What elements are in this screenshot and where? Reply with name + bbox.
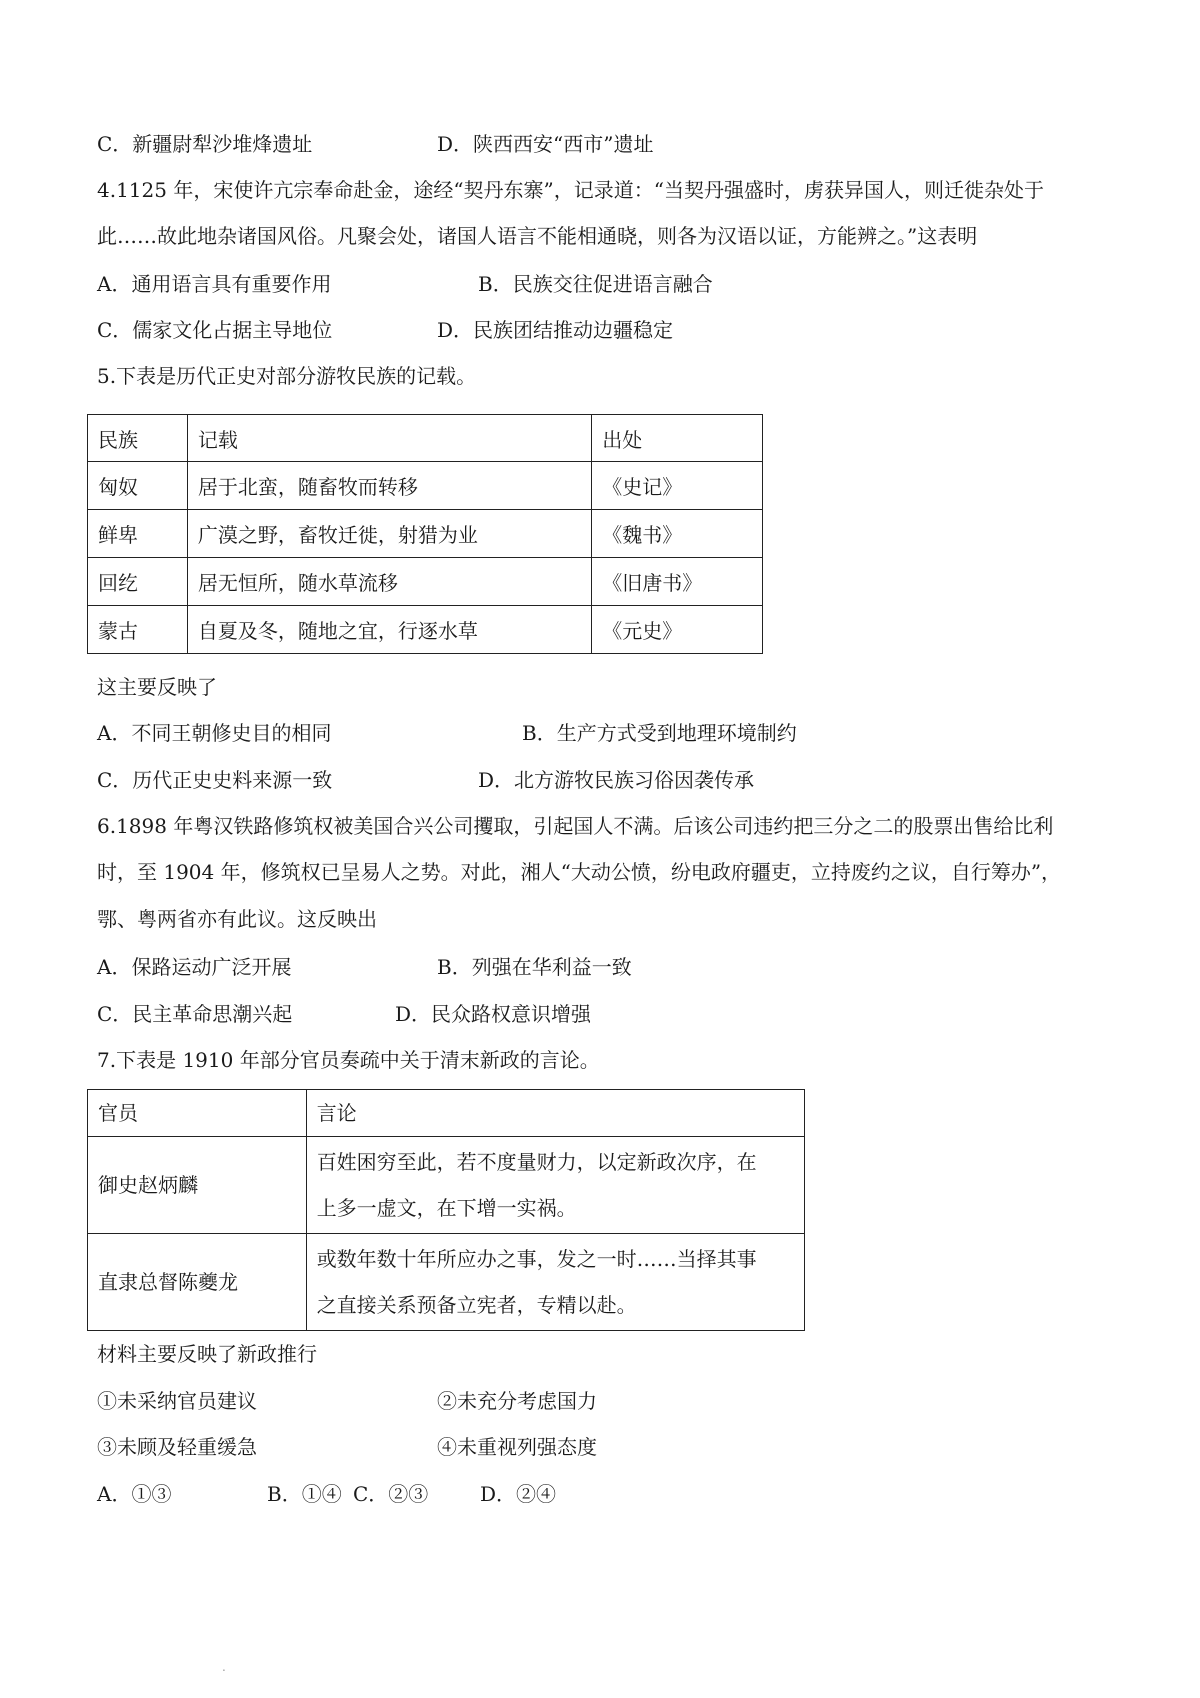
table-header-cell: 民族 xyxy=(88,415,188,462)
q6-option-b: B．列强在华利益一致 xyxy=(437,955,632,979)
official-name: 御史赵炳麟 xyxy=(88,1137,307,1234)
q4-option-b: B．民族交往促进语言融合 xyxy=(478,272,713,296)
official-name: 直隶总督陈夔龙 xyxy=(88,1234,307,1331)
statement-line: 之直接关系预备立宪者，专精以赴。 xyxy=(316,1293,637,1317)
statement-line: 百姓困穷至此，若不度量财力，以定新政次序，在 xyxy=(316,1150,757,1174)
table-header-cell: 官员 xyxy=(88,1090,307,1137)
table-header-cell: 言论 xyxy=(306,1090,804,1137)
statement-line: 或数年数十年所应办之事，发之一时……当择其事 xyxy=(316,1247,757,1271)
table-header-row xyxy=(88,1090,805,1137)
q6-stem-line1: 6.1898 年粤汉铁路修筑权被美国合兴公司攫取，引起国人不满。后该公司违约把三分之二的股票出售给比利 xyxy=(97,814,1054,838)
statement-line: 上多一虚文，在下增一实祸。 xyxy=(316,1196,577,1220)
q7-option-b: B．①④ xyxy=(267,1482,342,1506)
table-cell: 回纥 xyxy=(88,558,188,606)
q5-option-b: B．生产方式受到地理环境制约 xyxy=(522,721,797,745)
table-header-cell: 记载 xyxy=(187,415,591,462)
table-row xyxy=(88,606,763,654)
statement-cell xyxy=(306,1234,804,1331)
q7-option-d: D．②④ xyxy=(480,1482,557,1506)
table-cell: 《魏书》 xyxy=(592,510,763,558)
table-row xyxy=(88,1234,805,1331)
q6-option-a: A．保路运动广泛开展 xyxy=(97,955,292,979)
q6-stem-line3: 鄂、粤两省亦有此议。这反映出 xyxy=(97,907,377,931)
table-cell: 蒙古 xyxy=(88,606,188,654)
q7-question: 材料主要反映了新政推行 xyxy=(97,1342,317,1366)
q5-question: 这主要反映了 xyxy=(97,675,217,699)
table-cell: 自夏及冬，随地之宜，行逐水草 xyxy=(187,606,591,654)
q4-option-c: C．儒家文化占据主导地位 xyxy=(97,318,333,342)
statement-cell xyxy=(306,1137,804,1234)
q7-item-3: ③未顾及轻重缓急 xyxy=(97,1435,257,1459)
table-cell: 鲜卑 xyxy=(88,510,188,558)
q5-option-d: D．北方游牧民族习俗因袭传承 xyxy=(478,768,755,792)
q5-table xyxy=(87,414,763,654)
q4-option-a: A．通用语言具有重要作用 xyxy=(97,272,332,296)
table-header-cell: 出处 xyxy=(592,415,763,462)
q7-item-1: ①未采纳官员建议 xyxy=(97,1389,257,1413)
table-row xyxy=(88,1137,805,1234)
q7-item-2: ②未充分考虑国力 xyxy=(437,1389,597,1413)
table-row xyxy=(88,558,763,606)
q6-stem-line2: 时，至 1904 年，修筑权已呈易人之势。对此，湘人“大动公愤，纷电政府疆吏，立持废约之议，自行筹办”， xyxy=(97,860,1062,884)
q4-stem-line1: 4.1125 年，宋使许亢宗奉命赴金，途经“契丹东寨”，记录道：“当契丹强盛时，虏获异国人，则迁徙杂处于 xyxy=(97,178,1045,202)
q5-option-a: A．不同王朝修史目的相同 xyxy=(97,721,332,745)
table-cell: 匈奴 xyxy=(88,462,188,510)
q7-table xyxy=(87,1089,805,1331)
q7-option-a: A．①③ xyxy=(97,1482,172,1506)
table-cell: 《元史》 xyxy=(592,606,763,654)
q6-option-c: C．民主革命思潮兴起 xyxy=(97,1002,293,1026)
footer-mark: . xyxy=(222,1660,226,1674)
table-header-row xyxy=(88,415,763,462)
table-cell: 居无恒所，随水草流移 xyxy=(187,558,591,606)
q5-option-c: C．历代正史史料来源一致 xyxy=(97,768,333,792)
q6-option-d: D．民众路权意识增强 xyxy=(395,1002,592,1026)
table-cell: 《旧唐书》 xyxy=(592,558,763,606)
table-row xyxy=(88,462,763,510)
table-cell: 居于北蛮，随畜牧而转移 xyxy=(187,462,591,510)
q7-stem: 7.下表是 1910 年部分官员奏疏中关于清末新政的言论。 xyxy=(97,1048,600,1072)
q4-stem-line2: 此……故此地杂诸国风俗。凡聚会处，诸国人语言不能相通晓，则各为汉语以证，方能辨之。”这表明 xyxy=(97,224,978,248)
q5-stem: 5.下表是历代正史对部分游牧民族的记载。 xyxy=(97,364,477,388)
table-row xyxy=(88,510,763,558)
q3-option-c: C．新疆尉犁沙堆烽遗址 xyxy=(97,132,313,156)
q4-option-d: D．民族团结推动边疆稳定 xyxy=(437,318,674,342)
q7-item-4: ④未重视列强态度 xyxy=(437,1435,597,1459)
table-cell: 广漠之野，畜牧迁徙，射猎为业 xyxy=(187,510,591,558)
q7-option-c: C．②③ xyxy=(353,1482,429,1506)
table-cell: 《史记》 xyxy=(592,462,763,510)
q3-option-d: D．陕西西安“西市”遗址 xyxy=(437,132,654,156)
